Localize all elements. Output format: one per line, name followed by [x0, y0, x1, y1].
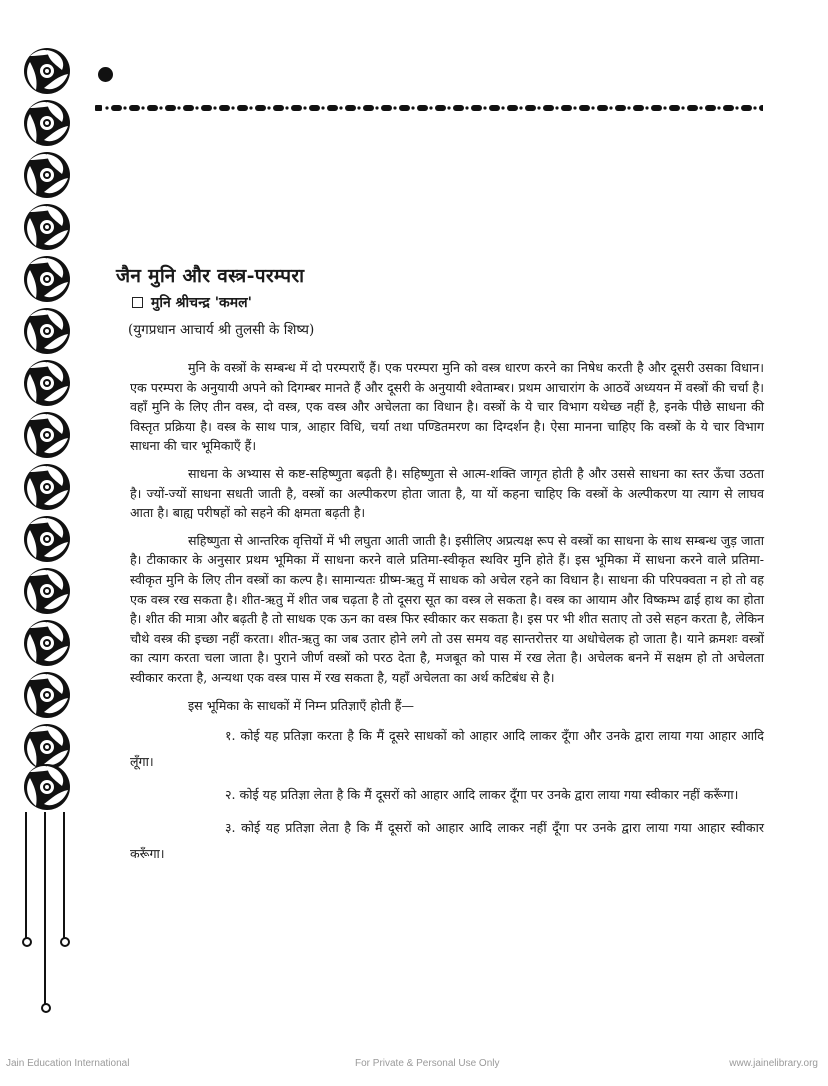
- ring-ornament-left: [22, 937, 32, 947]
- paragraph: सहिष्णुता से आन्तरिक वृत्तियों में भी लघुता आती जाती है। इसीलिए अप्रत्यक्ष रूप से वस्त्रों का साधना के साथ सम्बन्ध जुड़ जाता है। टीकाकार के अनुसार प्रथम भूमिका में साधना करने वाले प्रतिमा-स्वीकृत स्थविर मुनि होते हैं। इस भूमिका में साधना करने वाले प्रतिमा-स्वीकृत मुनि के लिए तीन वस्त्रों का कल्प है। सामान्यतः ग्रीष्म-ऋतु में साधक को अचेल रहने का विधान है। साधना की परिपक्वता न हो तो वह एक वस्त्र रख सकता है। शीत-ऋतु में शीत जब चढ़ता है तो दूसरा सूत का वस्त्र ले सकता है। वस्त्र का आयाम और विष्कम्भ ढाई हाथ का होता है। शीत की मात्रा और बढ़ती है तो साधक एक ऊन का वस्त्र फिर स्वीकार कर सकता है। इस पर भी शीत सताए तो उसे सहन करता है, लेकिन चौथे वस्त्र की इच्छा नहीं करता। शीत-ऋतु का जब उतार होने लगे तो उस समय वह सान्तरोत्तर या अधोचेलक हो जाता है। याने क्रमशः वस्त्रों का त्याग करता चला जाता है। पुराने जीर्ण वस्त्रों को परठ देता है, मजबूत को पास में रख लेता है। अचेलक बनने में सक्षम हो तो अचेलता स्वीकार करता है, अन्यथा एक वस्त्र पास में रख सकता है, यहाँ अचेलता का अर्थ कटिबंध से है।: [130, 532, 764, 685]
- page-footer: [0, 1058, 828, 1076]
- author-line: [132, 293, 252, 312]
- hanging-line-right: [63, 812, 65, 938]
- paragraph: मुनि के वस्त्रों के सम्बन्ध में दो परम्पराएँ हैं। एक परम्परा मुनि को वस्त्र धारण करने का निषेध करती है और दूसरी उसका विधान। एक परम्परा के अनुयायी अपने को दिगम्बर मानते हैं और दूसरी के अनुयायी श्वेताम्बर। प्रथम आचारांग के आठवें अध्ययन में वस्त्रों की चर्चा है। वहाँ मुनि के लिए तीन वस्त्र, दो वस्त्र, एक वस्त्र और अचेलता का विधान है। वस्त्रों के ये चार विभाग यथेच्छ नहीं है, इनके पीछे साधना की विस्तृत प्रक्रिया है। वस्त्र के साथ पात्र, आहार विधि, चर्या तथा पण्डितमरण का दिग्दर्शन है। ऐसा मानना चाहिए कि वस्त्रों के ये चार विभाग साधना की चार भूमिकाएँ हैं।: [130, 360, 764, 454]
- ring-ornament-center: [41, 1003, 51, 1013]
- paragraph-list-intro: इस भूमिका के साधकों में निम्न प्रतिज्ञाएँ होती हैं—: [188, 697, 415, 713]
- footer-publisher: Jain Education International: [6, 1058, 130, 1069]
- pledge-item: ३. कोई यह प्रतिज्ञा लेता है कि मैं दूसरों को आहार आदि लाकर नहीं दूँगा पर उनके द्वारा लाया गया आहार स्वीकार करूँगा।: [130, 820, 764, 862]
- paragraph: साधना के अभ्यास से कष्ट-सहिष्णुता बढ़ती है। सहिष्णुता से आत्म-शक्ति जागृत होती है और उससे साधना का स्तर ऊँचा उठता है। ज्यों-ज्यों साधना सधती जाती है, वस्त्रों का अल्पीकरण होता जाता है, या यों कहना चाहिए कि वस्त्रों के अल्पीकरण या त्याग से लाघव आता है। बाह्य परीषहों को सहने की क्षमता बढ़ती है।: [130, 465, 764, 521]
- hanging-line-center: [44, 812, 46, 1004]
- pledge-item: १. कोई यह प्रतिज्ञा करता है कि मैं दूसरे साधकों को आहार आदि लाकर दूँगा और उनके द्वारा लाया गया आहार आदि लूँगा।: [130, 728, 764, 770]
- article-title: जैन मुनि और वस्त्र-परम्परा: [116, 265, 305, 287]
- author-name: मुनि श्रीचन्द्र 'कमल': [151, 295, 252, 311]
- pledge-item: २. कोई यह प्रतिज्ञा लेता है कि मैं दूसरों को आहार आदि लाकर दूँगा पर उनके द्वारा लाया गया स्वीकार नहीं करूँगा।: [225, 787, 739, 803]
- article-body: [130, 358, 764, 874]
- footer-website-link[interactable]: www.jainelibrary.org: [729, 1058, 818, 1069]
- hanging-line-left: [25, 812, 27, 938]
- bullet-dot-icon: [98, 67, 113, 82]
- author-note: (युगप्रधान आचार्य श्री तुलसी के शिष्य): [128, 322, 315, 338]
- paisley-ornament-border: [22, 46, 72, 810]
- ring-ornament-right: [60, 937, 70, 947]
- square-bullet-icon: [132, 297, 143, 308]
- footer-usage-notice: For Private & Personal Use Only: [355, 1058, 500, 1069]
- decorative-dash-rule: [95, 104, 763, 112]
